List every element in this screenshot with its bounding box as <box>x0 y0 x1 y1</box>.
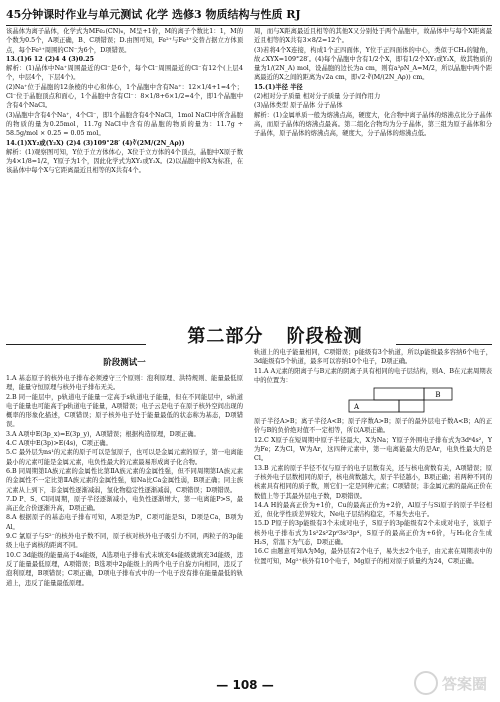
paragraph: 原子半径A>B；离子半径A<B；原子序数A>B；原子的最外层电子数A<B；A的正价与B的负价绝对值不一定相等，所以A项正确。 <box>254 418 492 435</box>
part-title <box>150 322 400 348</box>
right-column-top <box>254 27 492 319</box>
paragraph: 12.C X原子在短周期中原子半径最大，X为Na；Y原子外围电子排布式为3d⁶4s²，Y为Fe；Z为Cl，W为Ar，这四种元素中，第一电离能最大的是Ar，电负性最大的是Cl。 <box>254 436 492 463</box>
answer-line: 13.(1)6 12 (2)4 4 (3)0.25 <box>6 55 94 63</box>
paragraph: 9.C 氯原子与S²⁻的核外电子数不同，原子核对核外电子吸引力不同，两粒子的3p能级上电子离核的距离不同。 <box>6 533 243 550</box>
watermark-logo <box>412 668 496 698</box>
paragraph: (3)晶胞中含有4个Na⁺，4个Cl⁻，即1个晶胞含有4个NaCl，1mol NaCl中所含晶胞的物质的量为0.25mol，11.7g NaCl中含有的晶胞的物质的量为：11.7g ÷ 58.5g/mol × 0.25 = 0.05 mol。 <box>6 111 243 138</box>
answer-line: 14.(1)XY₂或(Y₂X) (2)4 (3)109°28′ (4)∛(2M/(2N_Aρ)) <box>6 139 185 147</box>
answer-line: (2)相对分子质量 相对分子质量 分子间作用力 <box>254 93 381 101</box>
paragraph: 3.A A项中E(3p_x)=E(3p_y)，A项错误；根据构造原理，D项正确。 <box>6 430 200 438</box>
part-title-number: 第二部分 <box>187 326 264 347</box>
paragraph: 2.B 同一能层中，p轨道电子能量一定高于s轨道电子能量，但在不同能层中，s轨道电子能量也可能高于p轨道电子能量，A项错误；电子云是电子在原子核外空间出现的概率的形象化描述，C项错误；原子核外电子处于能量最低的状态称为基态，D项错误。 <box>6 393 243 429</box>
paragraph: 4.C A项中E(3p)>E(4s)，C项正确。 <box>6 440 112 448</box>
svg-text:答案圈: 答案圈 <box>442 675 488 693</box>
answer-line: 15.(1)半径 半径 <box>254 83 303 91</box>
part-title-name: 阶段检测 <box>286 326 363 347</box>
paragraph: 16.C 由题意可知A为Mg，最外层有2个电子，易失去2个电子，由元素在周期表中的位置可知，Mg²⁺核外有10个电子，Mg原子的相对原子质量约为24，C项正确。 <box>254 548 492 565</box>
left-column-top <box>6 27 243 320</box>
paragraph: 5.C 最外层为ns¹的元素的原子可以是氢原子，也可以是金属元素的原子，第一电离能最小的元素可能是金属元素，电负性最大的元素最易形成离子化合物。 <box>6 449 243 466</box>
running-header: 45分钟课时作业与单元测试 化学 选修3 物质结构与性质 RJ <box>6 6 492 26</box>
paragraph: (2)Na⁺位于晶胞的12条棱的中心和体心，1个晶胞中含有Na⁺：12×1/4+1=4个；Cl⁻位于晶胞顶点和面心，1个晶胞中含有Cl⁻：8×1/8+6×1/2=4个，即1个晶胞中含有4个NaCl。 <box>6 83 243 110</box>
paragraph: 11.A A元素的阳离子与B元素的阴离子具有相同的电子层结构，则A、B在元素周期表中的位置为： <box>254 367 492 384</box>
paragraph: (3)若将4个X连接，构成1个正四面体，Y位于正四面体的中心，类似于CH₄的键角，故∠XYX=109°28′。(4)每个晶胞中含有1/2个X，即有1/2个XY₂或Y₂X，故其物质的量为1/(2N_A) mol，设晶胞的边长为a cm，则有a³ρN_A=M/2，所以晶胞中两个距离最近的X之间的距离为√2a cm，即√2·∛(M/(2N_Aρ)) cm。 <box>254 46 492 82</box>
paragraph: 1.A 基态原子的核外电子排布必须遵守三个原则：泡利原理、洪特规则、能量最低原理，能量守恒原理与核外电子排布无关。 <box>6 375 243 392</box>
paragraph: 13.B 元素的原子半径不仅与原子的电子层数有关，还与核电荷数有关，A项错误；原子核外电子层数相同的原子，核电荷数越大，原子半径越小，B项正确；若两种不同的核素具有相同的质子数，则它们一定是同种元素；C项错误；非金属元素的最高正价在数值上等于其最外层电子数，D项错误。 <box>254 464 492 500</box>
paragraph: 14.A H的最高正价为+1价，Cu的最高正价为+2价，Al原子与Si原子的原子半径相近，但化学性质差异较大，Ne电子层结构稳定，不易失去电子。 <box>254 501 492 519</box>
paragraph: 10.C 3d能级的能量高于4s能级，A选项电子排布式未填充4s能级就填充3d能级，违反了能量最低原理，A项错误；B选项中2p能级上的两个电子自旋方向相同，违反了泡利原理，B项错误；C项正确，D项电子排布式中的一个电子没有排在能量最低的轨道上，违反了能量最低原理。 <box>6 551 243 587</box>
paragraph: 轨道上的电子能量相同，C项错误；p能级有3个轨道，所以p能级最多容纳6个电子，3d能级有5个轨道，最多可以容纳10个电子，D项正确。 <box>254 349 492 366</box>
section-title: 阶段测试一 <box>103 358 146 368</box>
paragraph: 15.D P原子的3p能级有3个未成对电子，S原子的3p能级有2个未成对电子，该原子核外电子排布式为1s²2s²2p⁶3s²3p⁴，S原子的最高正价为+6价，与H₂化合生成H₂S，常温下为气态，D项正确。 <box>254 520 492 547</box>
paragraph: 该晶体为离子晶体，化学式为MFe₂(CN)₆，M呈+1价，M的离子个数比1：1，M的个数为0.5个，A项正确，B、C项错误；D.由图可知，Fe²⁺与Fe³⁺交替占据立方体顶点，每个Fe²⁺周围的CN⁻为6个，D项错误。 <box>6 28 243 54</box>
page-number: — 108 — <box>216 678 274 692</box>
divider-right <box>396 344 492 345</box>
left-column-bottom <box>6 374 243 670</box>
paragraph: 7.D P、S、Cl同周期，原子半径逐渐减小，电负性逐渐增大，第一电离能P>S，最高正化合价逐渐升高，D项正确。 <box>6 495 243 513</box>
answer-line: (3)晶体类型 原子晶体 分子晶体 <box>254 102 343 110</box>
diagram-label-b: B <box>435 391 441 400</box>
paragraph: 周，而与X距离最近且相等的其他X又分别处于两个晶胞中，故晶体中与每个X距离最近且相等的X共有3×8/2=12个。 <box>254 28 492 45</box>
diagram-label-a: A <box>354 403 360 412</box>
paragraph: 6.B 同周期第ⅠA族元素的金属性比第ⅡA族元素的金属性强，但不同周期第ⅠA族元素的金属性不一定比第ⅡA族元素的金属性强，如Na比Ca金属性弱，B项正确；同主族元素从上到下，非金属性逐渐减弱，氢化物稳定性逐渐减弱，C项错误；D项错误。 <box>6 467 243 494</box>
paragraph: 解析：(1)观察图可知，Y位于立方体体心，X位于立方体的4个顶点，晶胞中X原子数为4×1/8=1/2，Y原子为1个，因此化学式为XY₂或Y₂X。(2)以晶胞中的X为标准，在该晶体中每个X与它距离最近且相等的X共有4个。 <box>6 148 243 175</box>
periodic-position-diagram <box>254 386 492 416</box>
divider-left <box>6 344 146 345</box>
right-column-bottom <box>254 348 492 670</box>
paragraph: 解析：(1)晶体中Na⁺周围最近的Cl⁻是6个，每个Cl⁻周围最近的Cl⁻有12个(上层4个，中层4个，下层4个)。 <box>6 65 243 82</box>
paragraph: 解析：(1)金属单质一般为熔沸点高，硬度大，化合物中离子晶体的熔沸点比分子晶体高，而原子晶体的熔沸点最高。第二组化合物均为分子晶体，第三组为原子晶体和分子晶体，原子晶体的熔沸点高，硬度大，分子晶体的熔沸点低。 <box>254 111 492 138</box>
paragraph: 8.A 根据原子的基态电子排布可知，A项是为P，C项可能是Si，D项是Ca，B项为Al。 <box>6 514 243 531</box>
